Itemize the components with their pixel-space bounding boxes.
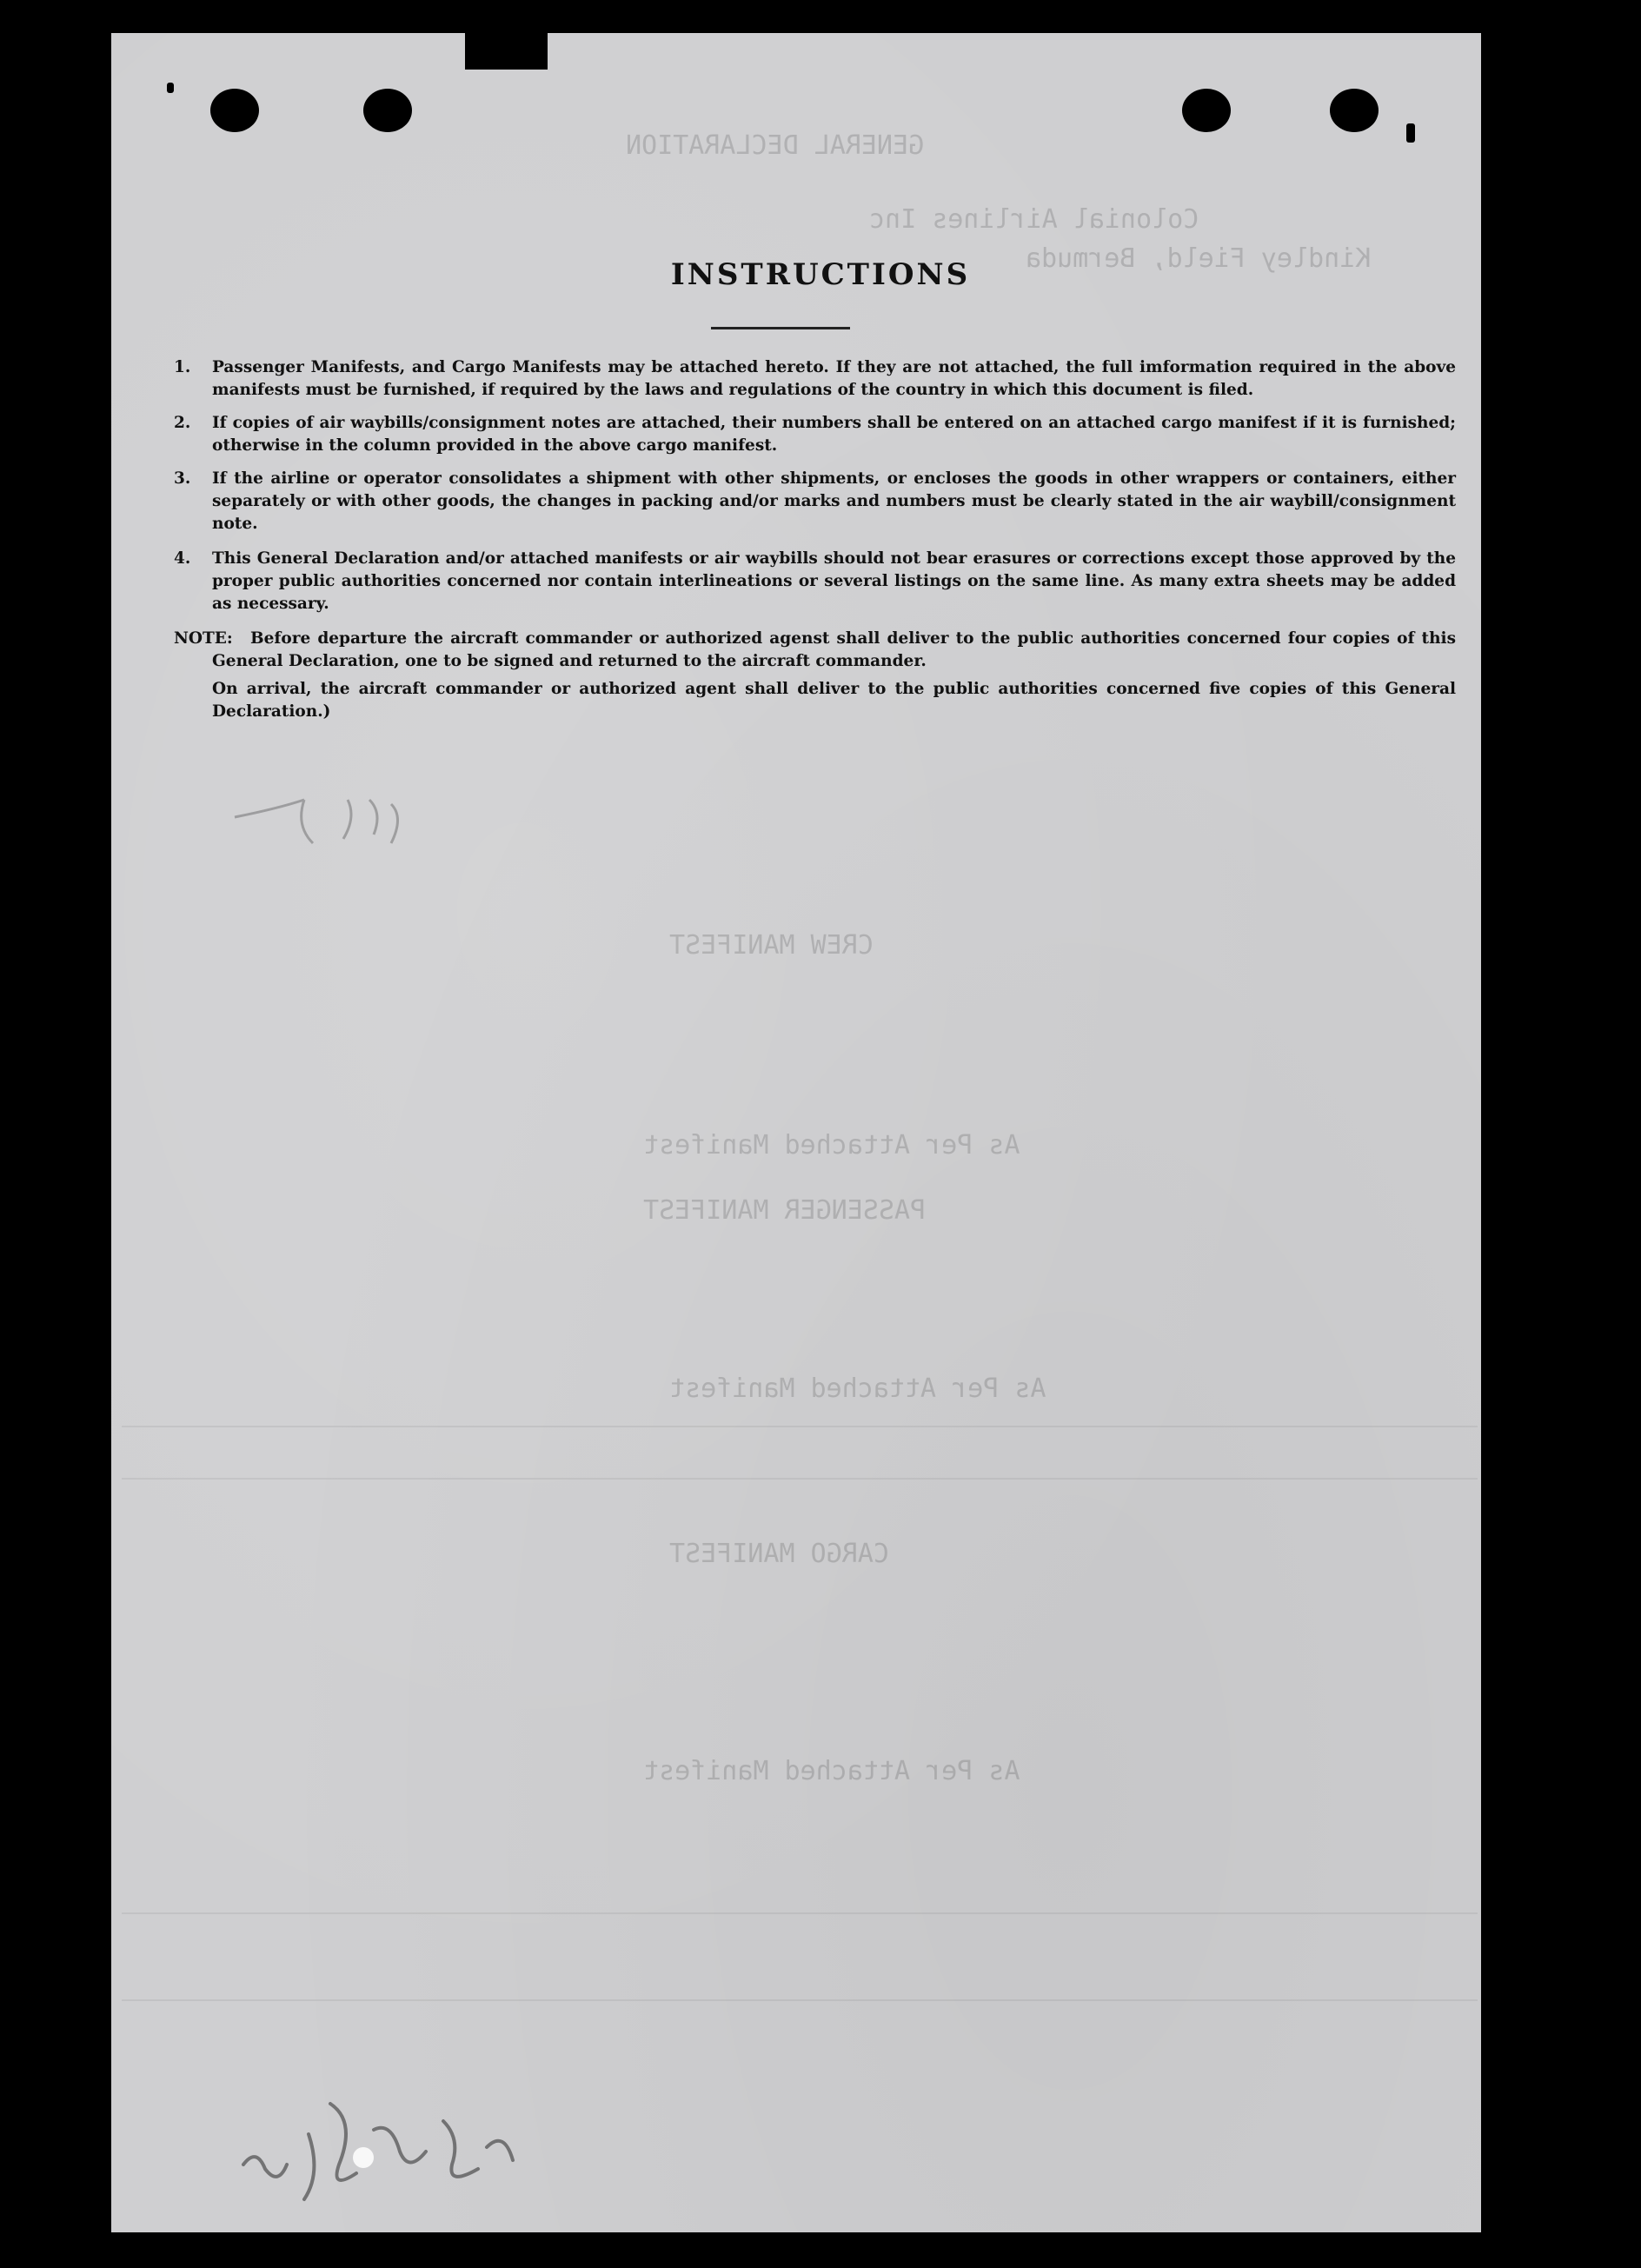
bleed-through-text: As Per Attached Manifest	[669, 1373, 1046, 1404]
item-number: 1.	[174, 358, 191, 376]
note-text-departure: Before departure the aircraft commander or authorized agenst shall deliver to the public authorities concerned four copies of this General Declaration, one to be signed and returned to the aircraft commander.	[212, 629, 1456, 670]
item-number: 2.	[174, 414, 191, 432]
bleed-through-rule	[122, 1912, 1478, 1914]
bleed-through-text: As Per Attached Manifest	[643, 1130, 1020, 1161]
bleed-through-text: Kindley Field, Bermuda	[1026, 243, 1372, 274]
ink-speck	[167, 83, 174, 93]
punch-hole	[1330, 89, 1379, 132]
punch-hole	[363, 89, 412, 132]
bleed-through-text: Colonial Airlines Inc	[869, 204, 1199, 235]
bleed-through-text: CREW MANIFEST	[669, 930, 874, 961]
bleed-through-text: PASSENGER MANIFEST	[643, 1195, 927, 1226]
page-title: INSTRUCTIONS	[670, 257, 971, 292]
pencil-mark	[174, 765, 417, 869]
note-block	[174, 628, 1456, 723]
item-number: 4.	[174, 549, 191, 568]
ink-speck	[1406, 123, 1415, 143]
item-text: If the airline or operator consolidates a shipment with other shipments, or encloses the goods in other wrappers or containers, either separately or with other goods, the changes in packing and/or marks and numbers must be clearly stated in the air waybill/consignment note.	[212, 469, 1456, 533]
title-underline	[711, 327, 850, 329]
signature	[226, 2069, 626, 2208]
item-text: If copies of air waybills/consignment notes are attached, their numbers shall be entered on an attached cargo manifest if it is furnished; otherwise in the column provided in the above cargo manifest.	[212, 414, 1456, 455]
bleed-through-rule	[122, 1426, 1478, 1427]
instruction-item	[174, 412, 1456, 457]
item-text: Passenger Manifests, and Cargo Manifests may be attached hereto. If they are not attached, the full imformation required in the above manifests must be furnished, if required by the laws and regulations of the country in which this document is filed.	[212, 358, 1456, 399]
punch-hole	[210, 89, 259, 132]
bleed-through-rule	[122, 1999, 1478, 2001]
instruction-item	[174, 356, 1456, 402]
item-text: This General Declaration and/or attached manifests or air waybills should not bear erasures or corrections except those approved by the proper public authorities concerned nor contain interlineations or several listings on the same line. As many extra sheets may be added as necessary.	[212, 549, 1456, 613]
bleed-through-text: As Per Attached Manifest	[643, 1756, 1020, 1786]
instruction-item	[174, 548, 1456, 615]
bleed-through-rule	[122, 1478, 1478, 1480]
bleed-through-text: GENERAL DECLARATION	[626, 130, 925, 161]
note-text-arrival: On arrival, the aircraft commander or authorized agent shall deliver to the public authorities concerned five copies of this General Declaration.)	[212, 680, 1456, 721]
punch-hole	[1182, 89, 1231, 132]
instruction-item	[174, 468, 1456, 535]
bleed-through-text: CARGO MANIFEST	[669, 1539, 889, 1569]
item-number: 3.	[174, 469, 191, 488]
note-label: NOTE:	[174, 629, 233, 648]
torn-notch	[465, 33, 548, 70]
